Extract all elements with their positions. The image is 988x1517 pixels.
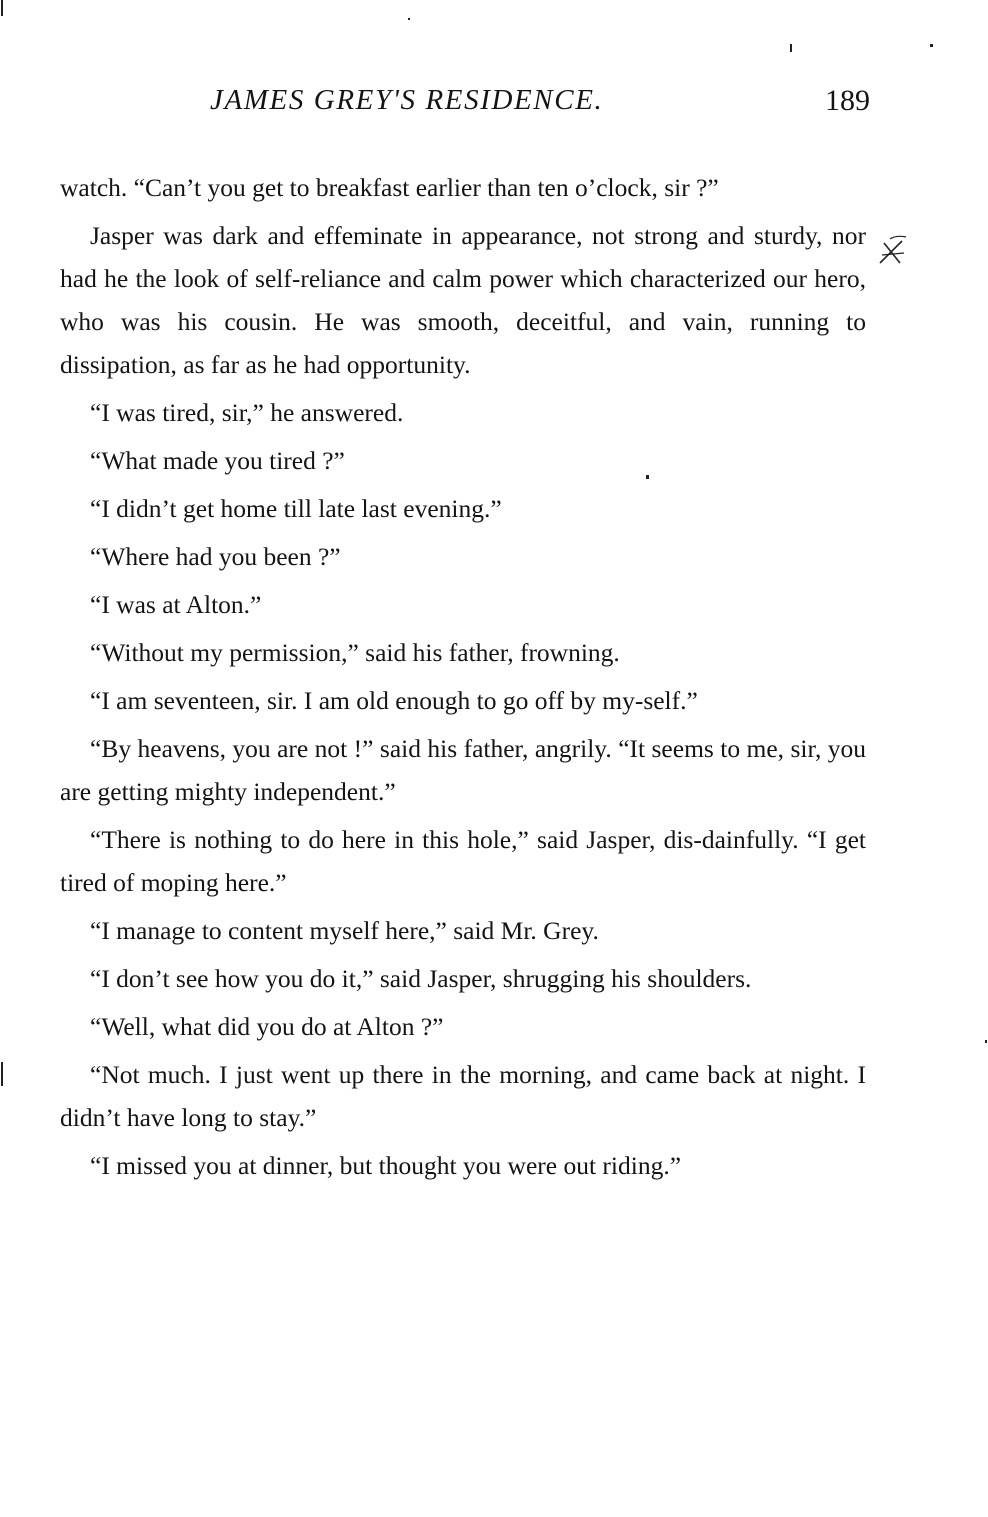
paragraph: “I don’t see how you do it,” said Jasper, shrugging his shoulders. bbox=[90, 964, 752, 993]
paragraph: “Not much. I just went up there in the morning, and came back at night. I didn’t have long to stay.” bbox=[60, 1060, 866, 1132]
page-header bbox=[60, 84, 870, 124]
margin-annotation-mark bbox=[876, 233, 916, 273]
paragraph: “Well, what did you do at Alton ?” bbox=[90, 1012, 444, 1041]
print-speck bbox=[1, 0, 3, 16]
paragraph: “I manage to content myself here,” said Mr. Grey. bbox=[90, 916, 599, 945]
paragraph: “Where had you been ?” bbox=[90, 542, 341, 571]
print-speck bbox=[408, 18, 410, 20]
body-text bbox=[60, 166, 866, 1192]
paragraph: “What made you tired ?” bbox=[90, 446, 345, 475]
page-number: 189 bbox=[825, 84, 870, 117]
paragraph: “Without my permission,” said his father, frowning. bbox=[90, 638, 620, 667]
paragraph: “I am seventeen, sir. I am old enough to go off by my-self.” bbox=[90, 686, 698, 715]
print-speck bbox=[930, 44, 933, 47]
print-speck bbox=[790, 44, 792, 52]
print-speck bbox=[985, 1040, 987, 1043]
print-speck bbox=[1, 1062, 3, 1086]
paragraph: watch. “Can’t you get to breakfast earlier than ten o’clock, sir ?” bbox=[60, 173, 719, 202]
paragraph: “I was at Alton.” bbox=[90, 590, 262, 619]
paragraph: “I didn’t get home till late last evening.” bbox=[90, 494, 502, 523]
paragraph: “There is nothing to do here in this hole,” said Jasper, dis-dainfully. “I get tired of moping here.” bbox=[60, 825, 866, 897]
paragraph: “I was tired, sir,” he answered. bbox=[90, 398, 404, 427]
paragraph: “I missed you at dinner, but thought you were out riding.” bbox=[90, 1151, 682, 1180]
paragraph: Jasper was dark and effeminate in appearance, not strong and sturdy, nor had he the look of self-reliance and calm power which characterized our hero, who was his cousin. He was smooth, deceitful, and vain, running to dissipation, as far as he had opportunity. bbox=[60, 221, 866, 379]
paragraph: “By heavens, you are not !” said his father, angrily. “It seems to me, sir, you are getting mighty independent.” bbox=[60, 734, 866, 806]
running-head: JAMES GREY'S RESIDENCE. bbox=[210, 84, 604, 116]
